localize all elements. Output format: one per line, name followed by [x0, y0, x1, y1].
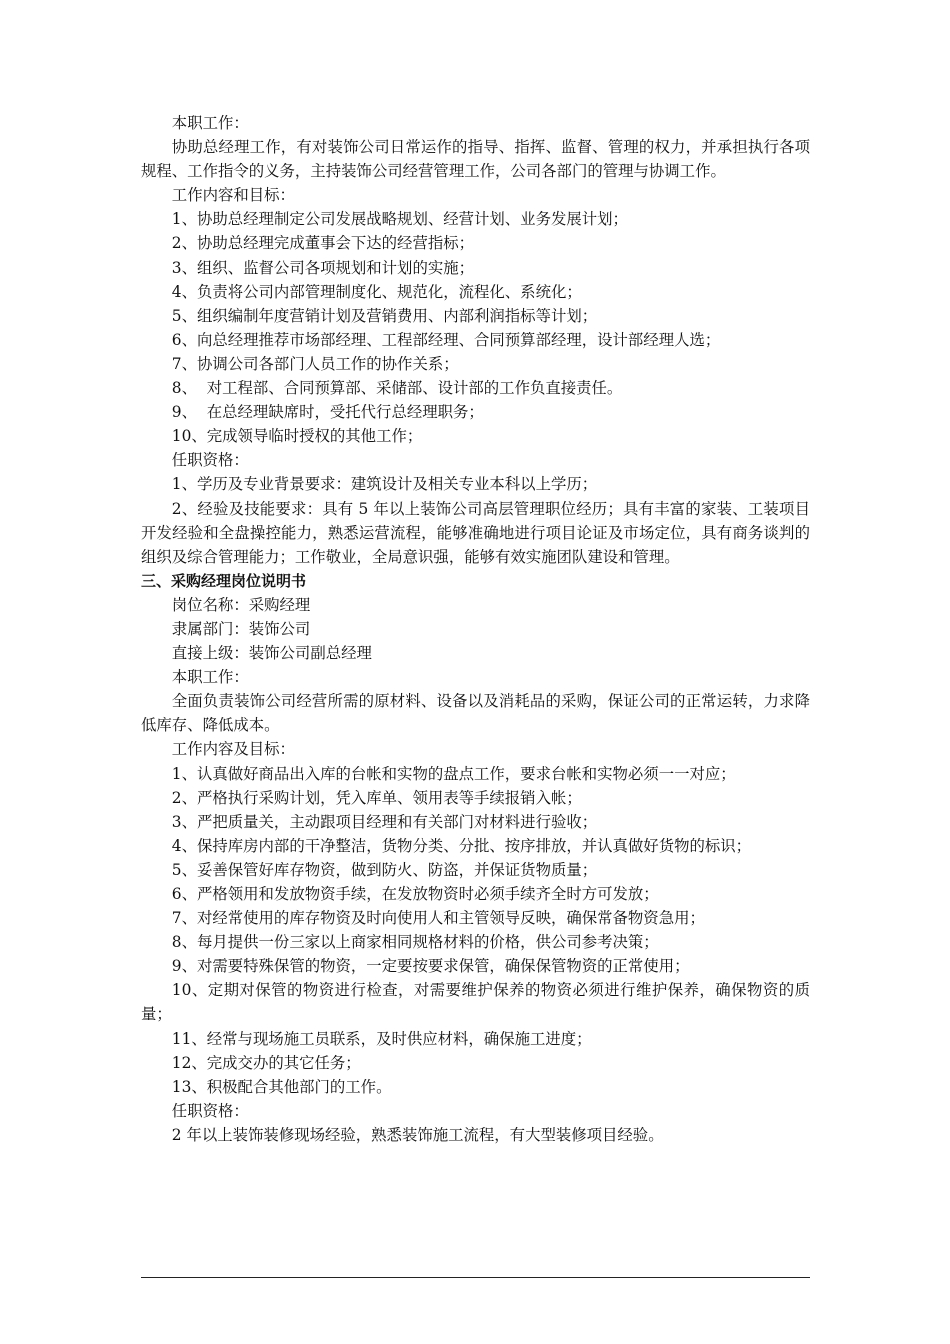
list-item: 3、严把质量关，主动跟项目经理和有关部门对材料进行验收； [171, 812, 598, 831]
list-item: 8、每月提供一份三家以上商家相同规格材料的价格，供公司参考决策； [171, 933, 659, 952]
list-item: 10、完成领导临时授权的其他工作； [171, 427, 423, 446]
paragraph-duty-label: 本职工作： [171, 668, 249, 687]
list-item: 2、经验及技能要求：具有 5 年以上装饰公司高层管理职位经历；具有丰富的家装、工装项目开发经验和全盘操控能力，熟悉运营流程，能够准确地进行项目论证及市场定位，具有商务谈判的组织及综合管理能力；工作敬业，全局意识强，能够有效实施团队建设和管理。 [141, 499, 810, 566]
list-item: 9、对需要特殊保管的物资，一定要按要求保管，确保保管物资的正常使用； [171, 957, 690, 976]
list-item: 2、严格执行采购计划，凭入库单、领用表等手续报销入帐； [171, 788, 582, 807]
list-item: 11、经常与现场施工员联系，及时供应材料，确保施工进度； [171, 1029, 592, 1048]
list-item: 3、组织、监督公司各项规划和计划的实施； [171, 258, 475, 277]
paragraph-qualification-label: 任职资格： [171, 1101, 249, 1120]
list-item: 6、严格领用和发放物资手续，在发放物资时必须手续齐全时方可发放； [171, 885, 659, 903]
list-item: 12、完成交办的其它任务； [171, 1053, 361, 1072]
paragraph-goals-label: 工作内容和目标： [171, 186, 295, 205]
footer-divider [141, 1277, 810, 1278]
paragraph-duty-description: 全面负责装饰公司经营所需的原材料、设备以及消耗品的采购，保证公司的正常运转，力求降低库存、降低成本。 [141, 692, 810, 735]
paragraph-qualification-label: 任职资格： [171, 451, 249, 470]
list-item: 1、认真做好商品出入库的台帐和实物的盘点工作，要求台帐和实物必须一一对应； [171, 764, 736, 783]
paragraph-duty-label: 本职工作： [171, 114, 249, 132]
list-item: 4、负责将公司内部管理制度化、规范化，流程化、系统化； [171, 282, 582, 301]
list-item: 1、协助总经理制定公司发展战略规划、经营计划、业务发展计划； [171, 210, 628, 229]
paragraph-position-name: 岗位名称：采购经理 [171, 595, 311, 614]
list-item: 6、向总经理推荐市场部经理、工程部经理、合同预算部经理，设计部经理人选； [171, 330, 721, 349]
paragraph-goals-label: 工作内容及目标： [171, 740, 295, 759]
list-item: 7、协调公司各部门人员工作的协作关系； [171, 354, 459, 373]
list-item: 7、对经常使用的库存物资及时向使用人和主管领导反映，确保常备物资急用； [171, 909, 705, 928]
list-item: 4、保持库房内部的干净整洁，货物分类、分批、按序排放，并认真做好货物的标识； [171, 836, 752, 855]
document-body [141, 111, 810, 1147]
list-item: 2、协助总经理完成董事会下达的经营指标； [171, 234, 475, 253]
paragraph-duty-description: 协助总经理工作，有对装饰公司日常运作的指导、指挥、监督、管理的权力，并承担执行各项规程、工作指令的义务，主持装饰公司经营管理工作，公司各部门的管理与协调工作。 [141, 138, 810, 181]
paragraph-qualification-text: 2 年以上装饰装修现场经验，熟悉装饰施工流程，有大型装修项目经验。 [171, 1125, 664, 1144]
list-item: 13、积极配合其他部门的工作。 [171, 1077, 392, 1096]
list-item: 8、 对工程部、合同预算部、采储部、设计部的工作负直接责任。 [171, 379, 623, 398]
list-item: 5、妥善保管好库存物资，做到防火、防盗，并保证货物质量； [171, 860, 598, 879]
list-item: 9、 在总经理缺席时，受托代行总经理职务； [171, 403, 484, 422]
list-item: 10、定期对保管的物资进行检查，对需要维护保养的物资必须进行维护保养，确保物资的质量； [141, 981, 810, 1024]
paragraph-supervisor: 直接上级：装饰公司副总经理 [171, 644, 372, 663]
paragraph-department: 隶属部门：装饰公司 [171, 619, 311, 638]
section-heading-purchasing: 三、采购经理岗位说明书 [141, 571, 307, 590]
list-item: 1、学历及专业背景要求：建筑设计及相关专业本科以上学历； [171, 475, 598, 494]
list-item: 5、组织编制年度营销计划及营销费用、内部利润指标等计划； [171, 306, 598, 325]
